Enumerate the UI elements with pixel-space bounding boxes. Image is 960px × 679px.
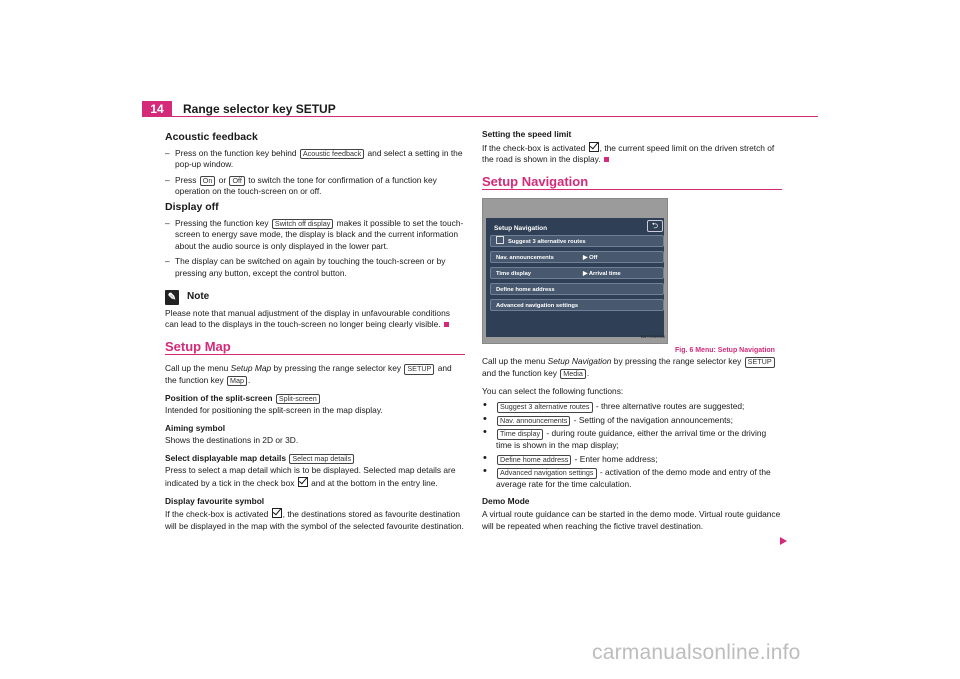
speed-limit-heading: Setting the speed limit xyxy=(482,129,572,139)
left-column xyxy=(165,129,465,536)
setup-navigation-heading: Setup Navigation xyxy=(482,176,782,191)
split-screen-heading: Position of the split-screen Split-screen xyxy=(165,393,465,405)
function-item: • Time display - during route guidance, either the arrival time or the driving time is shown in the map display; xyxy=(483,426,767,450)
acoustic-step-1: – Press on the function key behind Acoustic feedback and select a setting in the pop-up window. xyxy=(165,147,463,170)
back-arrow-icon: ⮌ xyxy=(647,220,663,232)
display-off-heading: Display off xyxy=(165,200,219,213)
checkbox-icon xyxy=(496,236,504,244)
setup-key: SETUP xyxy=(404,364,434,375)
function-item: • Advanced navigation settings - activation of the demo mode and entry of the average rate for the time calculation. xyxy=(483,465,771,489)
screen-title: Setup Navigation xyxy=(494,225,548,233)
screen-row-home-address: Define home address xyxy=(490,283,664,295)
demo-mode-text: A virtual route guidance can be started in the demo mode. Virtual route guidance will be repeated when reaching the fictive travel destination. xyxy=(482,508,781,531)
function-key: Nav. announcements xyxy=(497,416,570,427)
aiming-symbol-text: Shows the destinations in 2D or 3D. xyxy=(165,435,299,446)
select-map-details-text: Press to select a map detail which is to be displayed. Selected map details are indicated by a tick in the check box and at the bottom in the entry line. xyxy=(165,465,456,489)
acoustic-feedback-key: Acoustic feedback xyxy=(300,149,364,160)
right-column xyxy=(482,129,782,536)
figure-code: BAT-0049050 xyxy=(640,333,665,339)
page-number: 14 xyxy=(142,101,172,117)
display-off-step-2: – The display can be switched on again by touching the touch-screen or by pressing any button, except the control button. xyxy=(165,256,446,278)
select-map-details-heading: Select displayable map details Select map details xyxy=(165,453,465,465)
figure-caption: Fig. 6 Menu: Setup Navigation xyxy=(675,347,775,354)
setup-navigation-screenshot xyxy=(482,198,668,344)
function-key: Define home address xyxy=(497,455,571,466)
watermark: carmanualsonline.info xyxy=(592,641,801,664)
functions-intro: You can select the following functions: xyxy=(482,385,624,396)
end-mark xyxy=(444,322,449,327)
checkbox-ticked-icon xyxy=(589,142,599,152)
function-key: Time display xyxy=(497,429,543,440)
acoustic-feedback-heading: Acoustic feedback xyxy=(165,131,258,143)
note-heading: ✎ Note xyxy=(165,290,465,305)
checkbox-ticked-icon xyxy=(298,477,308,487)
note-icon: ✎ xyxy=(165,290,179,305)
function-item: • Nav. announcements - Setting of the navigation announcements; xyxy=(483,412,733,425)
select-map-details-key: Select map details xyxy=(289,454,354,465)
favourite-symbol-text: If the check-box is activated , the destinations stored as favourite destination will be displayed in the map with the symbol of the selected favourite destination. xyxy=(165,509,464,531)
map-key: Map xyxy=(227,376,247,387)
acoustic-step-2: – Press On or Off to switch the tone for confirmation of a function key operation on the touch-screen on or off. xyxy=(165,174,437,197)
split-screen-key: Split-screen xyxy=(276,394,320,405)
off-key: Off xyxy=(229,176,244,187)
on-key: On xyxy=(200,176,216,187)
screen-row-nav-announcements: Nav. announcements ▶ Off xyxy=(490,251,664,263)
screen-display xyxy=(486,218,664,337)
continue-arrow-icon xyxy=(780,537,787,545)
speed-limit-text: If the check-box is activated , the current speed limit on the driven stretch of the road is shown in the display. xyxy=(482,142,775,165)
aiming-symbol-heading: Aiming symbol xyxy=(165,422,226,433)
split-screen-text: Intended for positioning the split-screen in the map display. xyxy=(165,405,383,416)
screen-row-suggest-routes: Suggest 3 alternative routes xyxy=(490,235,664,247)
setup-map-heading: Setup Map xyxy=(165,341,465,356)
switch-off-display-key: Switch off display xyxy=(272,219,333,230)
demo-mode-heading: Demo Mode xyxy=(482,496,530,507)
end-mark xyxy=(604,157,609,162)
setup-navigation-intro: Call up the menu Setup Navigation by pressing the range selector key SETUP and the function key Media . xyxy=(482,356,782,379)
note-text: Please note that manual adjustment of the display in unfavourable conditions can lead to the displays in the touch-screen no longer being clearly visible. xyxy=(165,307,450,330)
function-item: • Define home address - Enter home address; xyxy=(483,451,658,464)
function-key: Suggest 3 alternative routes xyxy=(497,402,593,413)
setup-map-intro: Call up the menu Setup Map by pressing the range selector key SETUP and the function key Map . xyxy=(165,363,452,385)
function-key: Advanced navigation settings xyxy=(497,468,597,479)
screen-row-advanced-settings: Advanced navigation settings xyxy=(490,299,664,311)
header-title: Range selector key SETUP xyxy=(183,102,336,116)
setup-key: SETUP xyxy=(745,357,775,368)
screen-row-time-display: Time display ▶ Arrival time xyxy=(490,267,664,279)
header-rule xyxy=(142,116,818,117)
display-off-step-1: – Pressing the function key Switch off display makes it possible to set the touch-screen to energy save mode, the display is black and the current information about the audio source is only displayed in the lower part. xyxy=(165,217,464,251)
checkbox-ticked-icon xyxy=(272,508,282,518)
favourite-symbol-heading: Display favourite symbol xyxy=(165,495,265,506)
function-item: • Suggest 3 alternative routes - three alternative routes are suggested; xyxy=(483,399,745,412)
media-key: Media xyxy=(560,369,586,380)
